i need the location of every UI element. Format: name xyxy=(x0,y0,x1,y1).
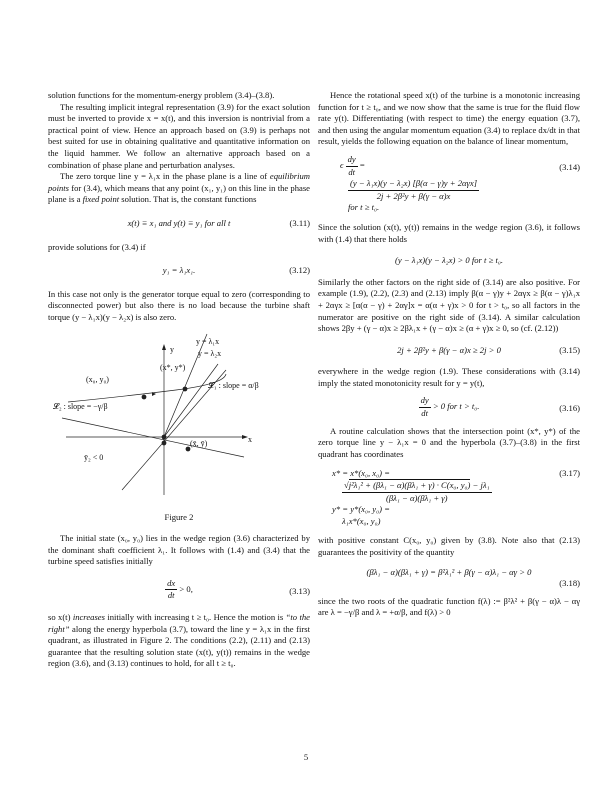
equation-3-16: $\frac{dy}{dt}$ > 0 for t > t₀. (3.16) xyxy=(420,395,580,419)
paragraph: Hence the rotational speed x(t) of the turbine is a monotonic increasing function for t ≥ t₀, and we now show that the same is true for the fluid flow rate y(t). Differentiating (with respect to time) the energy equation (3.7), and then using the angular momentum equation (3.4) to replace dx/dt in that result, yields the following equation on the balance of linear momentum, xyxy=(318,90,580,147)
paragraph: provide solutions for (3.4) if xyxy=(48,241,146,252)
equation-3-12: y₁ = λ₁x₁. (3.12) xyxy=(162,265,310,276)
inequality: (y − λ₁x)(y − λ₂x) > 0 for t ≥ t₀. xyxy=(395,255,503,266)
point-star-label: (x*, y*) xyxy=(160,362,186,372)
paragraph: Since the solution (x(t), y(t)) remains in the wedge region (3.6), it follows with (1.4) that there holds xyxy=(318,221,580,244)
line-lambda2 xyxy=(164,364,218,437)
phase-plane-diagram xyxy=(48,330,310,510)
paragraph: so x(t) increases initially with increasing t ≥ t₀. Hence the motion is “to the right” along the energy hyperbola (3.7), toward the line y = λ₁x in the first quadrant, as illustrated in Figure 2. The conditions (2.2), (2.11) and (2.13) guarantee that the resulting solution state (x(t), y(t)) remains in the wedge region (3.6), and (3.13) continues to hold, for all t ≥ t₀. xyxy=(48,612,310,669)
equation-3-13: $\frac{dx}{dt}$ > 0, (3.13) xyxy=(167,577,310,601)
page-number: 5 xyxy=(303,752,309,762)
point-0-label: (x₀, y₀) xyxy=(86,374,109,384)
point-bar-label: (x̄, ȳ) xyxy=(190,438,208,448)
equation-number: (3.13) xyxy=(289,585,310,596)
paragraph: A routine calculation shows that the intersection point (x*, y*) of the zero torque line y − λ₁x = 0 and the hyperbola (3.7)–(3.8) in the first quadrant has coordinates xyxy=(318,425,580,459)
equation-number: (3.14) xyxy=(559,161,580,172)
left-column xyxy=(48,90,310,670)
line-L2 xyxy=(62,418,244,457)
equation-number: (3.16) xyxy=(559,403,580,414)
intersection-point-star xyxy=(183,386,188,391)
equation-number: (3.18) xyxy=(559,578,580,589)
figure-2-phase-plane xyxy=(48,330,310,510)
paragraph: The resulting implicit integral representation (3.9) for the exact solution must be inverted to provide x = x(t), and this inversion is nontrivial from a practical point of view. Hence an approach based on (3.9) is perhaps not best suited for use in obtaining qualitative and quantitative information on the liquid hammer. We follow an alternative approach based on a combination of phase plane and perturbation analyses. xyxy=(48,101,310,170)
origin-point xyxy=(162,434,167,439)
y-axis-arrow xyxy=(162,344,166,350)
paragraph: solution functions for the momentum-energy problem (3.4)–(3.8). xyxy=(48,90,275,100)
equation-number: (3.12) xyxy=(289,265,310,276)
paragraph: with positive constant C(x₀, y₀) given by (3.8). Note also that (2.13) guarantees the positivity of the quantity xyxy=(318,535,580,557)
L1-label: 𝓛₁ : slope = α/β xyxy=(208,380,259,390)
paragraph: everywhere in the wedge region (1.9). These considerations with (3.14) imply the stated monotonicity result for y = y(t), xyxy=(318,366,580,388)
paragraph: since the two roots of the quadratic function f(λ) := β²λ² + β(γ − α)λ − αγ are λ = −γ/β and λ = +α/β, and f(λ) > 0 xyxy=(318,595,580,618)
y-axis-label: y xyxy=(170,344,174,354)
paragraph: The initial state (x₀, y₀) lies in the wedge region (3.6) characterized by the dominant shaft coefficient λ₁. It follows with (1.4) and (3.4) that the turbine speed satisfies initially xyxy=(48,533,310,567)
y2bar-label: ȳ₂ < 0 xyxy=(84,452,104,462)
equation-3-11: x(t) ≡ x₁ and y(t) ≡ y₁ for all t (3.11) xyxy=(127,217,310,228)
equation-3-15: 2j + 2β²y + β(γ − α)x ≥ 2j > 0 (3.15) xyxy=(397,344,580,355)
equation-3-17: x* = x*(x₀, x₀) = (3.17) $\frac{\text{√j²λ₁² + (βλ₁ − α)(βλ₁ + γ) · C(x₀, y₀) − jλ₁}}{\text{(βλ₁ − α)(βλ₁ + γ)}}$ y* = y*(x₀, y₀) = λ₁x*(x₀, y₀) xyxy=(332,468,580,526)
equation-number: (3.15) xyxy=(559,344,580,355)
paragraph: The zero torque line y = λ₁x in the phase plane is a line of equilibrium points for (3.4), which means that any point (x₁, y₁) on this line in the phase plane is a fixed point solution. That is, the constant functions xyxy=(48,171,310,205)
line2-label: y = λ₂x xyxy=(198,348,222,358)
figure-caption: Figure 2 xyxy=(164,511,194,522)
equation-number: (3.17) xyxy=(559,468,580,479)
initial-point xyxy=(142,394,147,399)
equation-3-18: (βλ₁ − α)(βλ₁ + γ) = β²λ₁² + β(γ − α)λ₁ − αγ > 0 (3.18) xyxy=(318,567,580,590)
paragraph: In this case not only is the generator torque equal to zero (corresponding to disconnected power) but also there is no load because the turbine shaft torque (y − λ₁x)(y − λ₂x) is also zero. xyxy=(48,288,310,322)
equation-3-14: ϵ $\frac{dy}{dt}$ = (3.14) $\frac{\text{(y − λ₁x)(y − λ₂x) [β(α − γ)y + 2αγx]}}{\text{2j + 2β²y + β(γ − α)x}}$ for t ≥ t₀. xyxy=(340,153,580,213)
x-axis-label: x xyxy=(248,434,252,444)
line1-label: y = λ₁x xyxy=(196,336,220,346)
y2bar-point xyxy=(162,440,167,445)
right-column xyxy=(318,90,580,619)
paragraph: Similarly the other factors on the right side of (3.14) are also positive. For example (1.9), (2.2), (2.3) and (2.13) imply β(α − γ)y + 2αγx ≥ β(α − γ)λ₁x + 2αγx ≥ [α(α − γ) + 2αγ]x = α(α + γ)x > 0 for t > t₀, so all factors in the numerator are positive on the right side of (3.14). A similar calculation shows 2βy + (γ − α)x ≥ 2βλ₁x + (γ − α)x ≥ (α + γ)x ≥ 0, so (cf. (2.12)) xyxy=(318,276,580,334)
L2-label: 𝓛₂ : slope = −γ/β xyxy=(53,401,108,411)
equation-number: (3.11) xyxy=(289,217,310,228)
